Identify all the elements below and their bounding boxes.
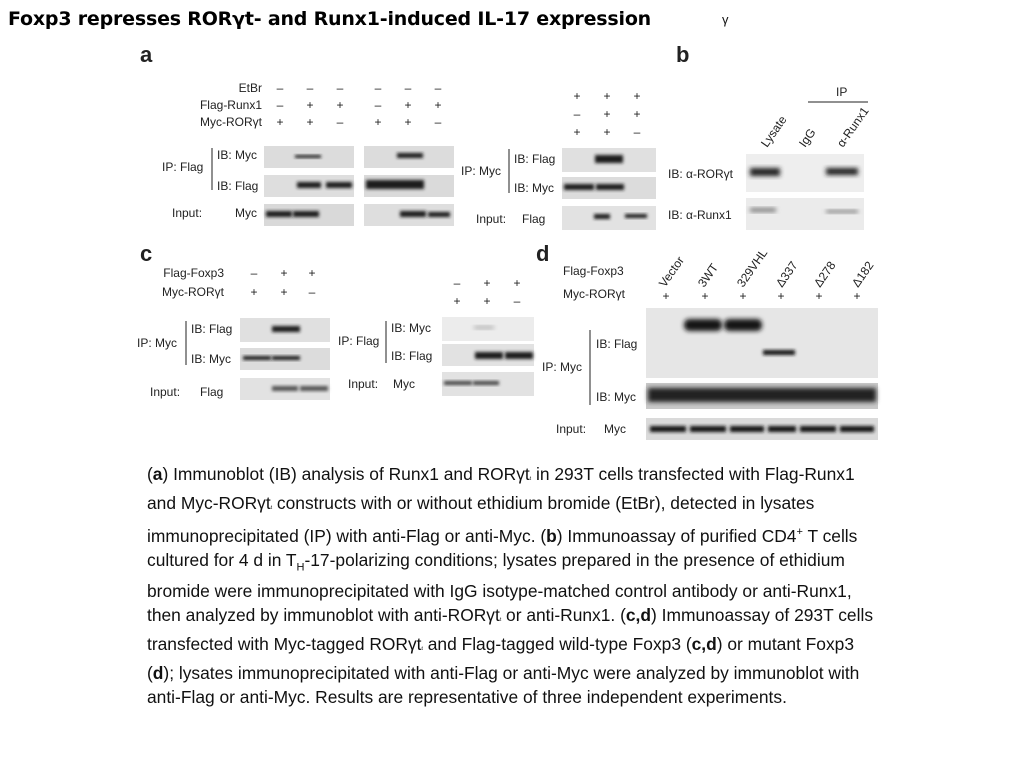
sign: – — [434, 115, 442, 129]
sign: + — [603, 89, 611, 103]
sign: – — [336, 115, 344, 129]
panel-b-ib-ror: IB: α-RORγt — [668, 167, 733, 181]
sign: – — [453, 276, 461, 290]
band — [243, 356, 271, 360]
panel-d-input: Input: — [556, 422, 587, 436]
sign: + — [633, 107, 641, 121]
panel-a-ib-flag-2: IB: Flag — [514, 152, 556, 166]
caption-text: ) Immunoassay of purified CD4 — [556, 525, 797, 546]
band — [826, 210, 858, 213]
band — [505, 352, 533, 359]
panel-d-row-foxp3: Flag-Foxp3 — [563, 264, 624, 278]
sign: + — [374, 115, 382, 129]
panel-a-signs-mid — [374, 81, 441, 129]
sign: + — [573, 89, 581, 103]
sign: – — [374, 98, 382, 112]
panel-c-signs-left — [250, 266, 315, 299]
sign: + — [250, 285, 258, 299]
band — [397, 153, 423, 158]
band — [475, 352, 503, 359]
panel-d-ib-flag: IB: Flag — [596, 337, 638, 351]
stray-glyph: γ — [722, 12, 729, 27]
panel-b-lane-lysate: Lysate — [757, 113, 790, 150]
caption-tiny-mark: t — [270, 505, 273, 511]
sign: + — [306, 98, 314, 112]
band — [826, 168, 858, 175]
panel-b-lane-igg: IgG — [795, 125, 819, 150]
sign: – — [434, 81, 442, 95]
panel-b-letter: b — [676, 42, 690, 67]
caption-panel-ref: a — [152, 464, 163, 484]
band — [730, 426, 764, 432]
panel-d-row-myc-ror: Myc-RORγt — [563, 287, 625, 301]
sign: + — [276, 115, 284, 129]
caption-text: ) or mutant Foxp3 ( — [147, 634, 855, 684]
sign: + — [434, 98, 442, 112]
panel-d-lane: Δ278 — [810, 258, 839, 290]
band — [300, 386, 328, 391]
sign: + — [603, 107, 611, 121]
band — [650, 426, 686, 432]
band — [272, 326, 300, 332]
panel-d-lane: 3WT — [694, 260, 721, 290]
band — [366, 180, 424, 189]
sign: + — [633, 89, 641, 103]
caption-tiny-mark: t — [421, 646, 423, 653]
panel-c-letter: c — [140, 241, 153, 266]
panel-d-signs — [662, 289, 860, 303]
panel-a-ib-flag: IB: Flag — [217, 179, 259, 193]
sign: + — [739, 289, 747, 303]
panel-a-ib-myc: IB: Myc — [217, 148, 258, 162]
band — [648, 388, 876, 402]
band — [428, 212, 450, 217]
sign: + — [853, 289, 861, 303]
band — [800, 426, 836, 432]
band — [596, 184, 624, 190]
band — [564, 184, 594, 190]
slide-title: Foxp3 represses RORγt- and Runx1-induced IL-17 expression — [8, 8, 651, 30]
caption-text: -17-polarizing conditions; lysates prepared in the presence of ethidium bromide were immunoprecipitated with IgG isotype-matched control antibody or anti-Runx1, then analyzed by immunoblot with anti-RORγt — [147, 549, 852, 626]
blot-strip — [746, 198, 864, 230]
sign: – — [276, 98, 284, 112]
panel-c-input-2: Input: — [348, 377, 379, 391]
panel-a-ip-flag: IP: Flag — [162, 160, 204, 174]
sign: – — [308, 285, 316, 299]
band — [763, 350, 795, 355]
caption-text: ) Immunoblot (IB) analysis of Runx1 and RORγt — [162, 464, 530, 484]
sign: + — [513, 276, 521, 290]
caption-text: constructs with or without ethidium bromide (EtBr), detected in lysates immunoprecipitated (IP) with anti-Flag or anti-Myc. ( — [147, 493, 815, 546]
sign: – — [276, 81, 284, 95]
caption-superscript: + — [796, 526, 803, 538]
sign: + — [603, 125, 611, 139]
panel-b-lane-runx1: α-Runx1 — [833, 104, 872, 150]
panel-a-input-flag: Flag — [522, 212, 546, 226]
sign: – — [336, 81, 344, 95]
panel-c-input-myc: Myc — [393, 377, 415, 391]
panel-d-lane: Vector — [655, 253, 687, 290]
sign: – — [573, 107, 581, 121]
band — [724, 319, 762, 331]
band — [297, 182, 321, 188]
band — [768, 426, 796, 432]
panel-c-ib-flag-2: IB: Flag — [391, 349, 433, 363]
band — [690, 426, 726, 432]
band — [473, 381, 499, 385]
band — [750, 208, 776, 212]
band — [625, 214, 647, 218]
panel-c-input: Input: — [150, 385, 181, 399]
caption-text: ) Immunoassay of 293T cells transfected with Myc-tagged RORγt — [147, 605, 874, 655]
sign: + — [573, 125, 581, 139]
caption-panel-ref: d — [152, 663, 164, 684]
panel-a-input-myc: Myc — [235, 206, 257, 220]
sign: – — [250, 266, 258, 280]
caption-panel-ref: b — [546, 525, 557, 546]
band — [293, 211, 319, 217]
panel-a-row-flag-runx1: Flag-Runx1 — [199, 98, 262, 112]
panel-b-ib-runx: IB: α-Runx1 — [668, 208, 732, 222]
panel-a-row-myc-ror: Myc-RORγt — [200, 115, 262, 129]
panel-a-input: Input: — [172, 206, 203, 220]
band — [684, 319, 722, 331]
panel-c-ib-myc-2: IB: Myc — [391, 321, 432, 335]
caption-text: in 293T cells transfected with Flag-Runx1 and Myc-RORγt — [147, 464, 855, 513]
blot-strip — [646, 308, 878, 378]
band — [750, 168, 780, 176]
panel-a-letter: a — [140, 42, 153, 67]
sign: + — [336, 98, 344, 112]
sign: – — [633, 125, 641, 139]
caption-text: ); lysates immunoprecipitated with anti-Flag or anti-Myc were analyzed by immunoblot with anti-Flag or anti-Myc. Results are representative of three independent experiments. — [147, 663, 860, 708]
sign: + — [280, 266, 288, 280]
panel-c-input-flag: Flag — [200, 385, 224, 399]
panel-c-row-myc-ror: Myc-RORγt — [162, 285, 224, 299]
sign: + — [815, 289, 823, 303]
band — [326, 182, 352, 188]
sign: + — [701, 289, 709, 303]
panel-d-input-myc: Myc — [604, 422, 626, 436]
panel-d-ip-myc: IP: Myc — [542, 360, 583, 374]
panel-d-ib-myc: IB: Myc — [596, 390, 637, 404]
panel-d-lane: Δ337 — [772, 258, 801, 290]
panel-c-ip-myc: IP: Myc — [137, 336, 178, 350]
sign: + — [453, 294, 461, 308]
panel-a-signs-right — [573, 89, 640, 139]
caption-tiny-mark: t — [499, 617, 502, 624]
panel-a-ip-myc: IP: Myc — [461, 164, 502, 178]
panel-c-ib-flag: IB: Flag — [191, 322, 233, 336]
caption-tiny-mark: t — [529, 476, 532, 482]
band — [594, 214, 610, 219]
panel-d-letter: d — [536, 241, 550, 266]
sign: + — [404, 98, 412, 112]
caption-text: or anti-Runx1. ( — [501, 605, 626, 626]
sign: + — [308, 266, 316, 280]
panel-c-row-foxp3: Flag-Foxp3 — [163, 266, 224, 280]
sign: – — [404, 81, 412, 95]
sign: + — [662, 289, 670, 303]
caption-panel-ref: c,d — [625, 605, 652, 626]
caption-subscript: H — [296, 561, 305, 574]
caption-text: and Flag-tagged wild-type Foxp3 ( — [422, 634, 692, 655]
band — [400, 211, 426, 217]
panel-c-signs-right — [453, 276, 520, 308]
panel-b-ip: IP — [836, 85, 848, 99]
sign: + — [280, 285, 288, 299]
panel-c-ib-myc: IB: Myc — [191, 352, 232, 366]
sign: + — [777, 289, 785, 303]
panel-a-input-2: Input: — [476, 212, 507, 226]
band — [595, 155, 623, 163]
panel-d-lane: 329VHL — [733, 246, 771, 290]
sign: – — [374, 81, 382, 95]
band — [444, 381, 472, 385]
caption-panel-ref: c,d — [691, 634, 717, 655]
sign: – — [306, 81, 314, 95]
caption-text: T cells cultured for 4 d in T — [147, 525, 858, 570]
panel-a-ib-myc-2: IB: Myc — [514, 181, 555, 195]
panel-a-signs-left — [276, 81, 343, 129]
sign: + — [483, 276, 491, 290]
band — [272, 386, 298, 391]
sign: + — [483, 294, 491, 308]
panel-d-lane: Δ182 — [848, 258, 877, 290]
band — [266, 211, 292, 217]
band — [272, 356, 300, 360]
band — [295, 155, 321, 158]
sign: – — [513, 294, 521, 308]
sign: + — [404, 115, 412, 129]
band — [474, 326, 494, 329]
figure-caption: (a) Immunoblot (IB) analysis of Runx1 and RORγtt in 293T cells transfected with Flag-Runx1 and Myc-RORγtt constructs with or without ethidium bromide (EtBr), detected in lysates immunoprecipitated (IP) with anti-Flag or anti-Myc. (b) Immunoassay of purified CD4+ T cells cultured for 4 d in $T_H-17$-polarizing conditions; lysates prepared in the presence of ethidium bromide were immunoprecipitated with IgG isotype-matched control antibody or anti-Runx1, then analyzed by immunoblot with anti-RORγtt or anti-Runx1. (c,d) Immunoassay of 293T cells transfected with Myc-tagged RORγtt and Flag-tagged wild-type Foxp3 (c,d) or mutant Foxp3 (d); lysates immunoprecipitated with anti-Flag or anti-Myc were analyzed by immunoblot with anti-Flag or anti-Myc. Results are representative of three independent experiments. — [147, 464, 874, 708]
panel-a-row-etbr: EtBr — [238, 81, 262, 95]
sign: + — [306, 115, 314, 129]
panel-c-ip-flag: IP: Flag — [338, 334, 380, 348]
band — [840, 426, 874, 432]
